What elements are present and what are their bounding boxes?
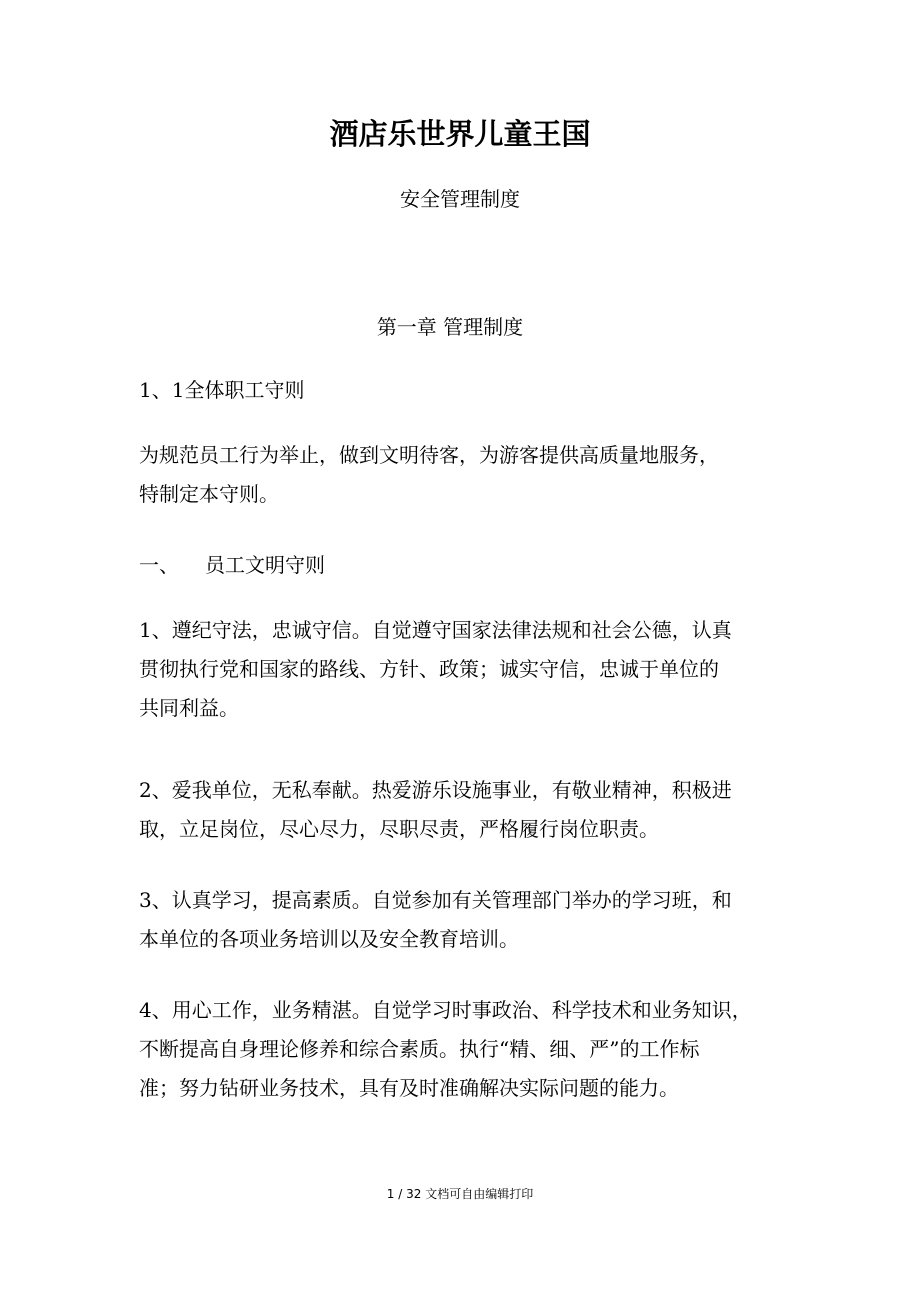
rules-heading-text: 员工文明守则 (205, 553, 325, 577)
document-subtitle: 安全管理制度 (400, 187, 520, 211)
intro-line: 特制定本守则。 (139, 482, 279, 506)
rule-line: 不断提高自身理论修养和综合素质。执行“精、细、严”的工作标 (139, 1037, 700, 1061)
rule-line: 本单位的各项业务培训以及安全教育培训。 (139, 927, 519, 951)
document-title: 酒店乐世界儿童王国 (329, 117, 591, 151)
intro-line: 为规范员工行为举止，做到文明待客，为游客提供高质量地服务， (139, 443, 719, 467)
rule-line: 准；努力钻研业务技术，具有及时准确解决实际问题的能力。 (139, 1076, 679, 1100)
rule-3-paragraph (139, 881, 799, 959)
intro-paragraph (139, 436, 799, 514)
rule-2-paragraph (139, 771, 799, 849)
rules-heading (139, 546, 325, 585)
chapter-title: 第一章 管理制度 (376, 315, 524, 339)
rule-4-paragraph (139, 991, 799, 1108)
rule-line: 2、爱我单位，无私奉献。热爱游乐设施事业，有敬业精神，积极进 (139, 778, 732, 802)
rule-line: 贯彻执行党和国家的路线、方针、政策；诚实守信，忠诚于单位的 (139, 657, 719, 681)
page-footer: 1 / 32 文档可自由编辑打印 (386, 1187, 534, 1201)
rules-heading-number: 一、 (139, 553, 179, 577)
rule-line: 共同利益。 (139, 696, 239, 720)
section-heading-text: 1、1全体职工守则 (139, 378, 305, 402)
rule-line: 3、认真学习，提高素质。自觉参加有关管理部门举办的学习班，和 (139, 888, 732, 912)
rule-1-paragraph (139, 611, 799, 728)
rule-line: 4、用心工作，业务精湛。自觉学习时事政治、科学技术和业务知识， (139, 998, 752, 1022)
section-heading-1-1 (139, 371, 799, 410)
rule-line: 取，立足岗位，尽心尽力，尽职尽责，严格履行岗位职责。 (139, 817, 659, 841)
rule-line: 1、遵纪守法，忠诚守信。自觉遵守国家法律法规和社会公德，认真 (139, 618, 732, 642)
